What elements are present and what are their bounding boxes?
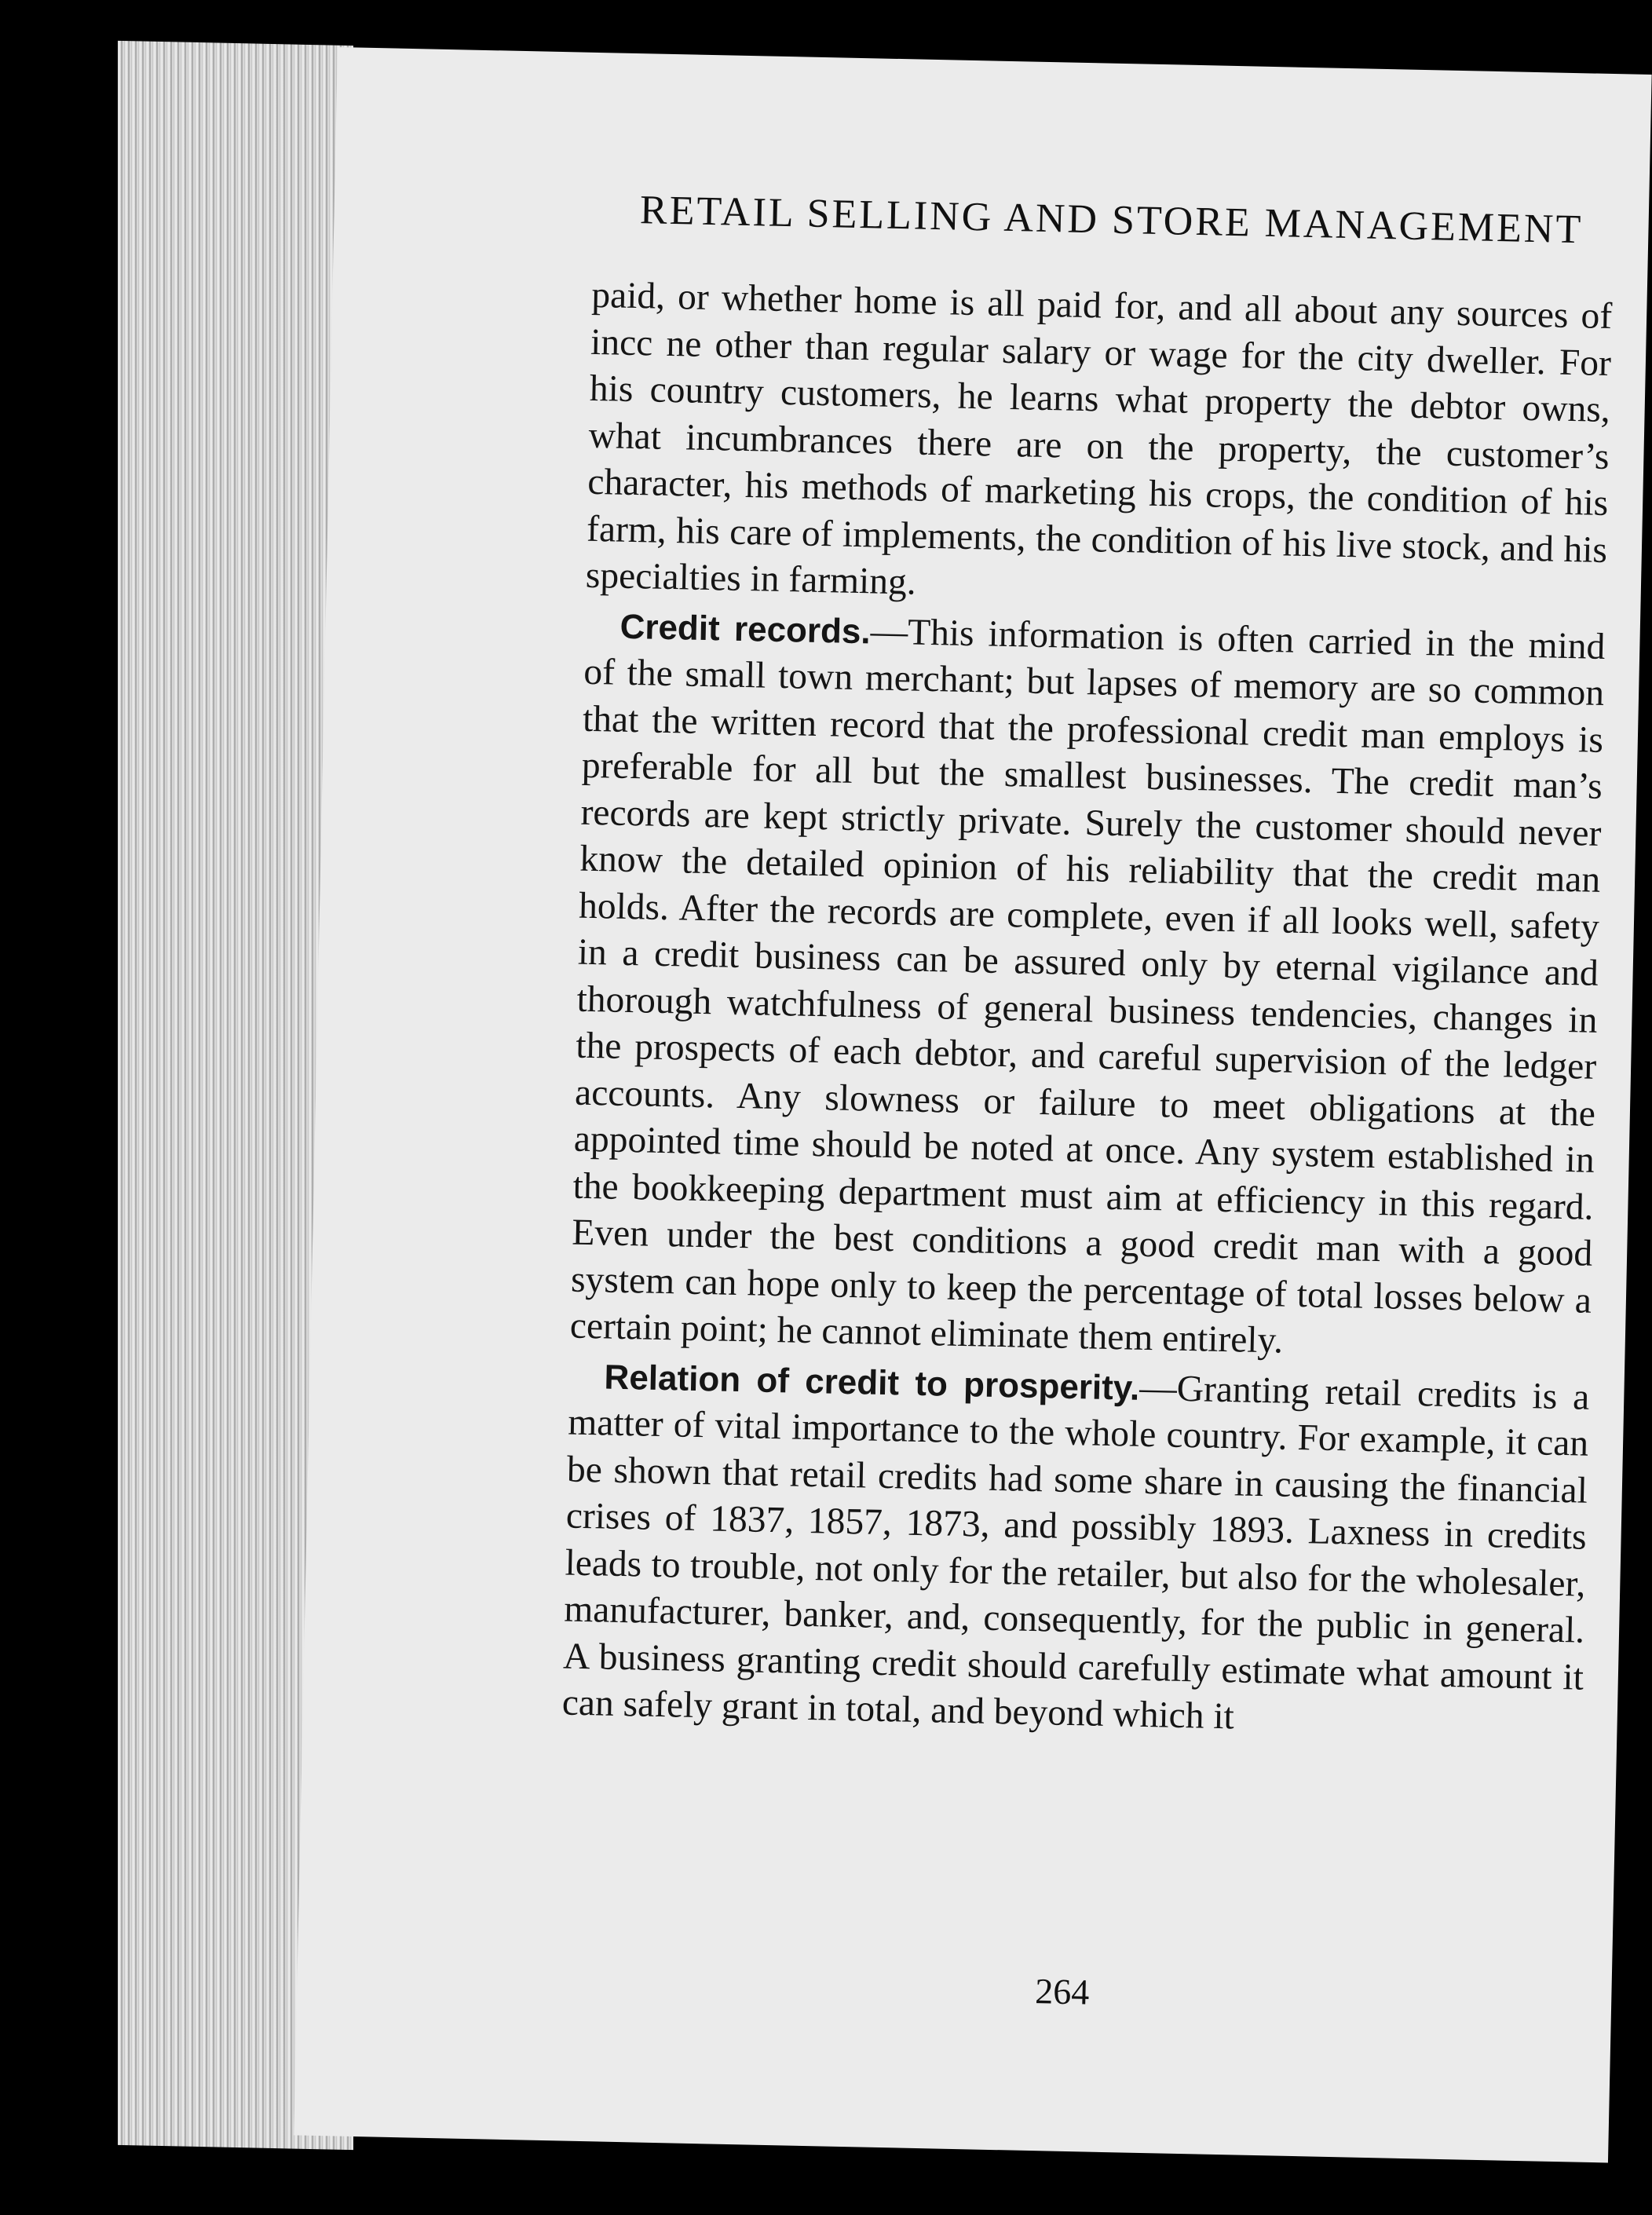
section-heading-credit-prosperity: Relation of credit to prosperity. (604, 1357, 1140, 1408)
section-heading-credit-records: Credit records. (620, 607, 872, 651)
section-text-credit-prosperity: —Granting retail credits is a matter of vital importance to the whole country. For example, it can be shown that retail credits had some share in causing the financial crises of 1837, 1857, 1873, and possibly 1893. Laxness in credits leads to trouble, not only for the retailer, but also for the wholesaler, manufacturer, banker, and, consequently, for the public in general. A business granting credit should carefully estimate what amount it can safely grant in total, and beyond which it (561, 1367, 1590, 1738)
paragraph-credit-records (569, 602, 1606, 1371)
page-number: 264 (1034, 1971, 1090, 2012)
section-text-credit-records: —This information is often carried in the mind of the small town merchant; but lapses of memory are so common that the written record that the professional credit man employs is preferable for all but the smallest businesses. The credit man’s records are kept strictly private. Surely the customer should never know the detailed opinion of his reliability that the credit man holds. After the records are complete, even if all looks well, safety in a credit business can be assured only by eternal vigilance and thorough watchfulness of general business tendencies, changes in the prospects of each debtor, and careful supervision of the ledger accounts. Any slowness or failure to meet obligations at the appointed time should be noted at once. Any system established in the bookkeeping department must aim at efficiency in this regard. Even under the best conditions a good credit man with a good system can hope only to keep the percentage of total losses below a certain point; he cannot eliminate them entirely. (569, 610, 1606, 1362)
running-head: RETAIL SELLING AND STORE MANAGEMENT (639, 188, 1584, 253)
paragraph-credit-prosperity (561, 1353, 1590, 1748)
body-text (561, 272, 1613, 1751)
paragraph-continuation: paid, or whether home is all paid for, and all about any sources of incc ne other than regular salary or wage for the city dweller. For his country customers, he learns what property the debtor owns, what incumbrances there are on the property, the customer’s character, his methods of marketing his crops, the condition of his farm, his care of implements, the condition of his live stock, and his specialties in farming. (585, 274, 1613, 603)
book-page (294, 47, 1651, 2162)
